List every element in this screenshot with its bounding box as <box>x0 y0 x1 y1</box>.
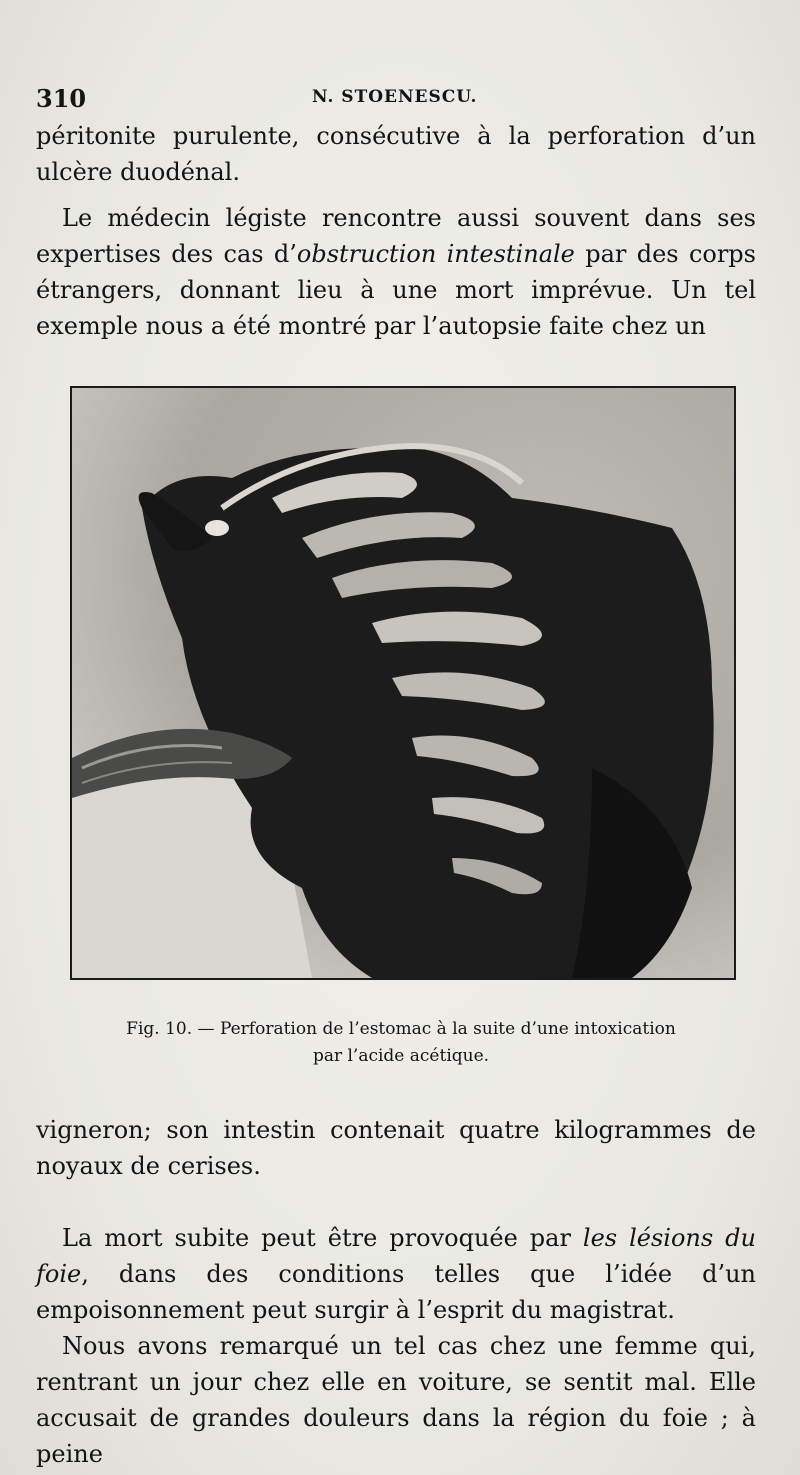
paragraph-text: par des corps étrangers, donnant lieu à une mort imprévue. Un tel exemple nous a été montré par l’autopsie faite chez un <box>36 240 756 340</box>
paragraph-text: , dans des conditions telles que l’idée d’un empoisonnement peut surgir à l’esprit du magistrat. <box>36 1260 756 1324</box>
italic-term: obstruction intestinale <box>296 240 575 268</box>
page-header <box>36 82 756 114</box>
paragraph-peritonite: péritonite purulente, consécutive à la perforation d’un ulcère duodénal. <box>36 122 756 186</box>
paragraph-vigneron: vigneron; son intestin contenait quatre kilogrammes de noyaux de cerises. <box>36 1116 756 1180</box>
figure-photograph <box>70 386 736 980</box>
italic-term: les lésions du foie <box>36 1224 756 1288</box>
page-number: 310 <box>36 84 87 113</box>
caption-line: par l’acide acétique. <box>312 1046 490 1066</box>
paragraph-femme: Nous avons remarqué un tel cas chez une femme qui, rentrant un jour chez elle en voiture, se sentit mal. Elle accusait de grandes douleurs dans la région du foie ; à peine <box>36 1332 756 1468</box>
caption-line: Fig. 10. — Perforation de l’estomac à la suite d’une intoxication <box>126 1019 676 1039</box>
running-head: N. STOENESCU. <box>312 87 478 107</box>
figure-caption <box>70 1016 732 1070</box>
paragraph-lesions-foie <box>36 1220 756 1328</box>
paragraph-text: La mort subite peut être provoquée par <box>62 1224 583 1252</box>
paragraph-text: Le médecin légiste rencontre aussi souvent dans ses expertises des cas d’ <box>36 204 756 268</box>
stomach-photograph <box>72 388 734 978</box>
paragraph-obstruction <box>36 200 756 344</box>
